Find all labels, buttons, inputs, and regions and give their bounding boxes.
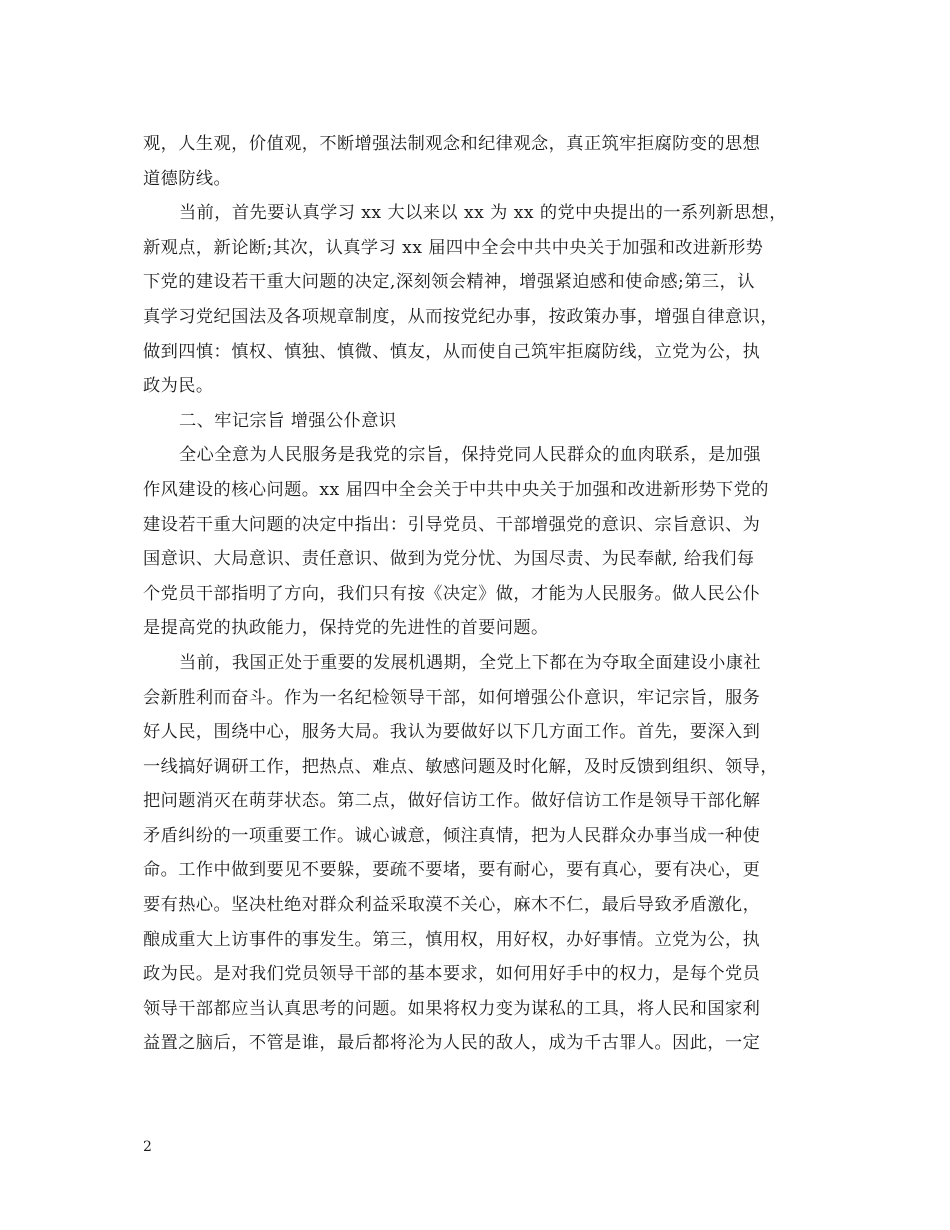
paragraph-first-line: 二、牢记宗旨 增强公仆意识 bbox=[179, 410, 397, 431]
text-line: 益置之脑后，不管是谁，最后都将沦为人民的敌人，成为千古罪人。因此，一定 bbox=[143, 1033, 761, 1054]
paragraph-first-line: 全心全意为人民服务是我党的宗旨，保持党同人民群众的血肉联系，是加强 bbox=[179, 445, 762, 466]
text-line: 好人民，围绕中心，服务大局。我认为要做好以下几方面工作。首先，要深入到 bbox=[143, 722, 761, 743]
document-body bbox=[143, 127, 805, 1061]
text-line: 新观点，新论断;其次，认真学习 xx 届四中全会中共中央关于加强和改进新形势 bbox=[143, 237, 764, 258]
text-line: 一线搞好调研工作，把热点、难点、敏感问题及时化解，及时反馈到组织、领导， bbox=[143, 756, 778, 777]
page-number: 2 bbox=[143, 1139, 152, 1155]
text-line: 作风建设的核心问题。xx 届四中全会关于中共中央关于加强和改进新形势下党的 bbox=[143, 479, 769, 500]
text-line: 把问题消灭在萌芽状态。第二点，做好信访工作。做好信访工作是领导干部化解 bbox=[143, 791, 761, 812]
text-line: 政为民。 bbox=[143, 376, 214, 397]
text-line: 是提高党的执政能力，保持党的先进性的首要问题。 bbox=[143, 618, 549, 639]
text-line: 矛盾纠纷的一项重要工作。诚心诚意，倾注真情，把为人民群众办事当成一种使 bbox=[143, 825, 761, 846]
text-line: 个党员干部指明了方向，我们只有按《决定》做，才能为人民服务。做人民公仆 bbox=[143, 583, 761, 604]
text-line: 酿成重大上访事件的事发生。第三，慎用权，用好权，办好事情。立党为公，执 bbox=[143, 929, 761, 950]
text-line: 建设若干重大问题的决定中指出：引导党员、干部增强党的意识、宗旨意识、为 bbox=[143, 514, 761, 535]
text-line: 命。工作中做到要见不要躲，要疏不要堵，要有耐心，要有真心，要有决心，更 bbox=[143, 860, 761, 881]
text-line: 真学习党纪国法及各项规章制度，从而按党纪办事，按政策办事，增强自律意识， bbox=[143, 306, 778, 327]
text-line: 政为民。是对我们党员领导干部的基本要求，如何用好手中的权力，是每个党员 bbox=[143, 964, 761, 985]
text-line: 要有热心。坚决杜绝对群众利益采取漠不关心，麻木不仁，最后导致矛盾激化， bbox=[143, 895, 761, 916]
paragraph-first-line: 当前，我国正处于重要的发展机遇期，全党上下都在为夺取全面建设小康社 bbox=[179, 652, 762, 673]
text-line: 下党的建设若干重大问题的决定,深刻领会精神，增强紧迫感和使命感;第三，认 bbox=[143, 272, 755, 293]
text-line: 国意识、大局意识、责任意识、做到为党分忧、为国尽责、为民奉献, 给我们每 bbox=[143, 549, 755, 570]
text-line: 道德防线。 bbox=[143, 168, 232, 189]
text-line: 会新胜利而奋斗。作为一名纪检领导干部，如何增强公仆意识，牢记宗旨，服务 bbox=[143, 687, 761, 708]
text-line: 领导干部都应当认真思考的问题。如果将权力变为谋私的工具，将人民和国家利 bbox=[143, 998, 761, 1019]
paragraph-first-line: 当前，首先要认真学习 xx 大以来以 xx 为 xx 的党中央提出的一系列新思想， bbox=[179, 203, 787, 224]
text-line: 做到四慎：慎权、慎独、慎微、慎友，从而使自己筑牢拒腐防线，立党为公，执 bbox=[143, 341, 761, 362]
text-line: 观，人生观，价值观，不断增强法制观念和纪律观念，真正筑牢拒腐防变的思想 bbox=[143, 134, 761, 154]
